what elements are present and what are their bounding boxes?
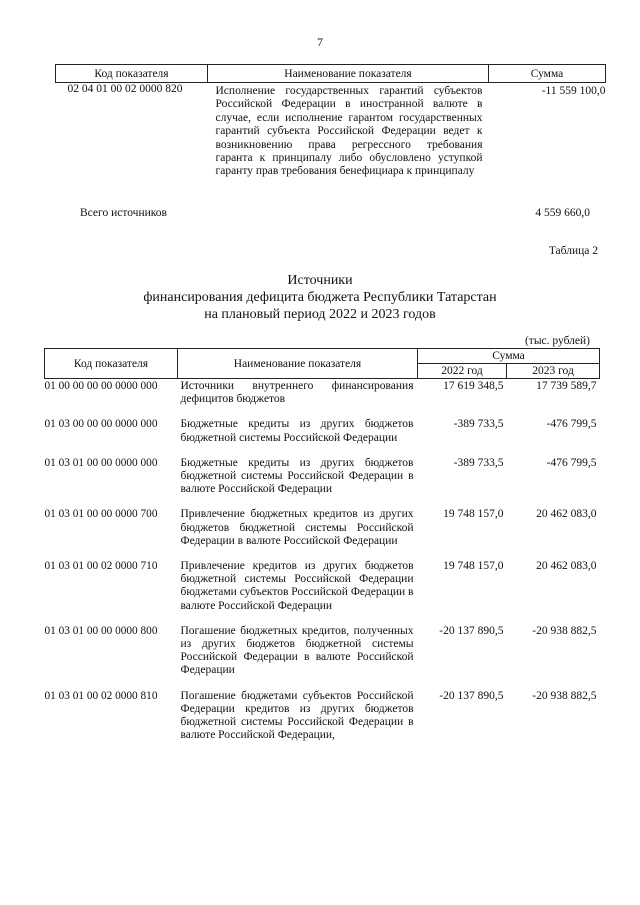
table-row [45,379,600,418]
row-code: 01 00 00 00 00 0000 000 [44,380,158,392]
units-note: (тыс. рублей) [524,335,590,347]
row-value-2022: 19 748 157,0 [443,508,504,521]
header-year-2023: 2023 год [507,364,600,379]
table-row [45,456,600,508]
row-name: Бюджетные кредиты из других бюджетов бюджетной системы Российской Федерации в валюте Российской Федерации [180,456,414,496]
header-name: Наименование показателя [178,349,418,379]
row-value-2022: 19 748 157,0 [443,560,504,573]
header-sum: Сумма [489,65,606,83]
row-value-2022: 17 619 348,5 [443,380,504,392]
total-label: Всего источников [80,207,167,219]
row-name: Привлечение бюджетных кредитов из других бюджетов бюджетной системы Российской Федерации в валюте Российской Федерации [180,508,414,547]
table-header-row [45,349,600,364]
row-value-2023: -476 799,5 [546,418,597,431]
table-row [45,624,600,689]
row-name: Погашение бюджетных кредитов, полученных из других бюджетов бюджетной системы Российской Федерации в валюте Российской Федерации [180,624,414,677]
section-heading [0,272,640,323]
row-code: 01 03 01 00 02 0000 810 [44,689,158,702]
table-row [56,83,606,179]
row-value-2023: 17 739 589,7 [536,380,597,392]
table-header-row [56,65,606,83]
header-name: Наименование показателя [208,65,489,83]
row-name: Исполнение государственных гарантий субъектов Российской Федерации в иностранной валюте в случае, если исполнение гарантом государственных гарантий субъекта Российской Федерации ведет к возникновению права регрессного требования гаранта к принципалу либо обусловлено уступкой гаранту прав требования бенефициара к принципалу [215,85,483,178]
row-value-2023: -476 799,5 [546,456,597,469]
heading-line-1: Источники [287,273,353,288]
row-value-2022: -389 733,5 [453,456,504,469]
row-name: Привлечение кредитов из других бюджетов бюджетной системы Российской Федерации бюджетами субъектов Российской Федерации в валюте Российской Федерации [180,560,414,612]
row-value-2022: -20 137 890,5 [439,624,504,637]
row-code: 01 03 01 00 00 0000 700 [44,508,158,521]
row-value-2023: 20 462 083,0 [536,508,597,521]
row-name: Погашение бюджетами субъектов Российской Федерации кредитов из других бюджетов бюджетной системы Российской Федерации в валюте Российской Федерации, [180,689,414,742]
table-row [45,689,600,754]
row-value-2023: -20 938 882,5 [532,624,597,637]
table-row [45,417,600,455]
continuation-table [55,64,606,179]
row-code: 01 03 01 00 02 0000 710 [44,560,158,573]
header-sum: Сумма [418,349,600,364]
row-value-2022: -389 733,5 [453,418,504,431]
row-name: Источники внутреннего финансирования дефицитов бюджетов [180,380,414,406]
total-value: 4 559 660,0 [535,207,590,219]
row-value-2023: -20 938 882,5 [532,689,597,702]
heading-line-2: финансирования дефицита бюджета Республики Татарстан [143,290,497,305]
page-number: 7 [317,35,323,49]
header-code: Код показателя [45,349,178,379]
heading-line-3: на плановый период 2022 и 2023 годов [204,307,436,322]
row-sum: -11 559 100,0 [541,85,606,97]
table-row [45,559,600,624]
header-code: Код показателя [56,65,208,83]
row-name: Бюджетные кредиты из других бюджетов бюджетной системы Российской Федерации [180,418,414,444]
sources-table [44,348,600,753]
row-code: 01 03 01 00 00 0000 000 [44,456,158,469]
row-code: 01 03 00 00 00 0000 000 [44,418,158,431]
row-value-2023: 20 462 083,0 [536,560,597,573]
row-value-2022: -20 137 890,5 [439,689,504,702]
header-year-2022: 2022 год [418,364,507,379]
row-code: 01 03 01 00 00 0000 800 [44,624,158,637]
table-label: Таблица 2 [548,245,598,257]
row-code: 02 04 01 00 02 0000 820 [67,83,183,95]
table-row [45,507,600,559]
